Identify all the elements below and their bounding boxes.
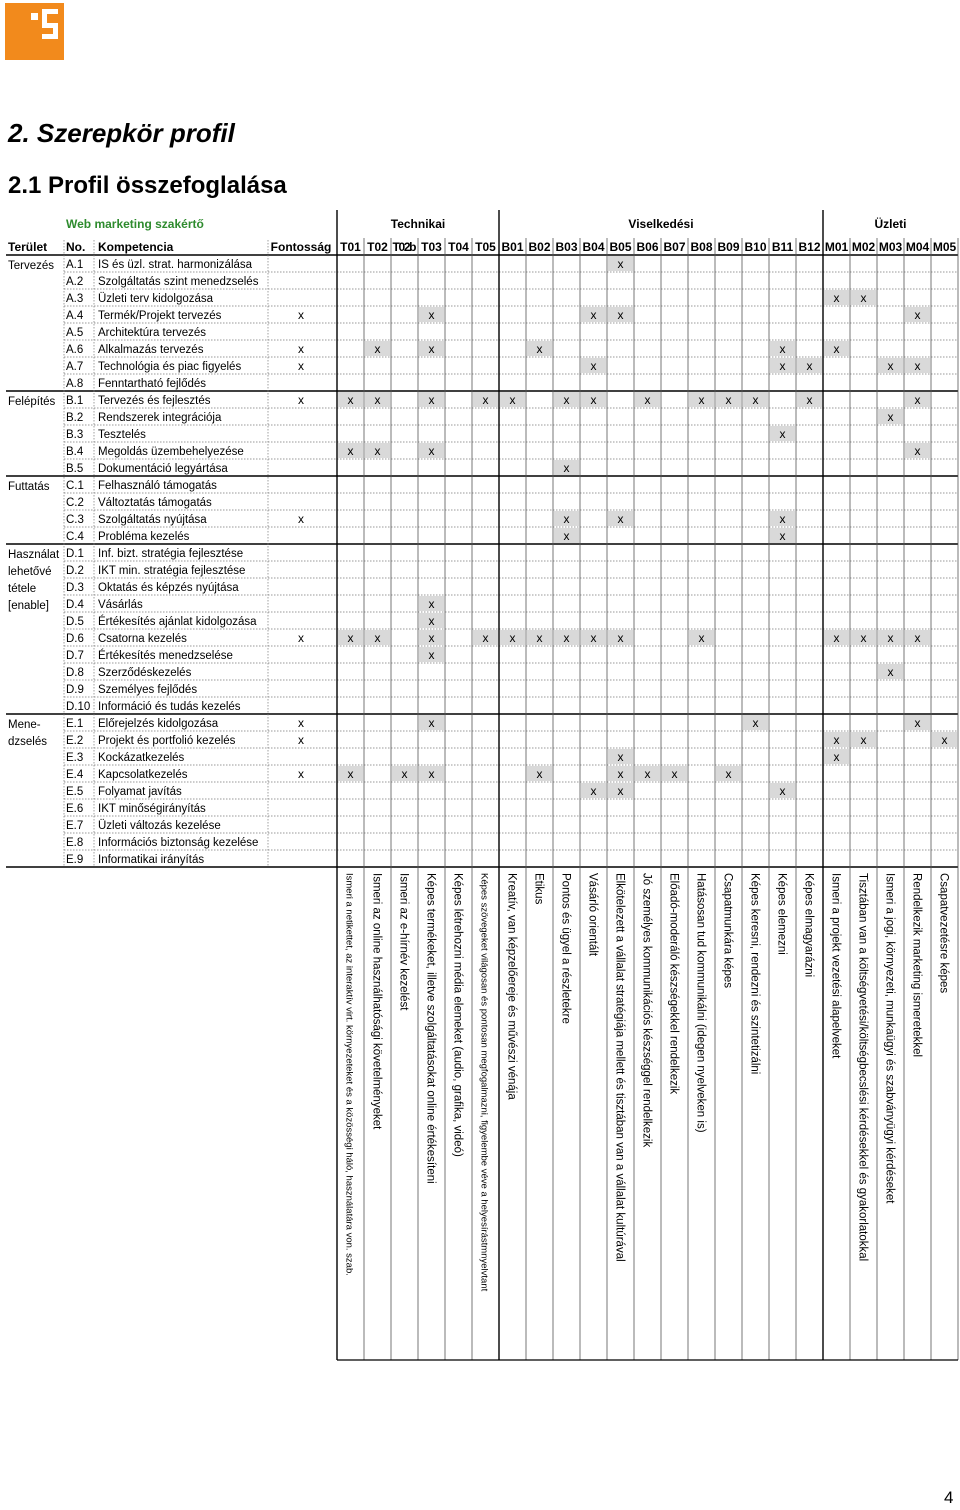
column-description-M02: Tisztában van a költségvetési/költségbecslési kérdésekkel és gyakorlatokkal <box>856 873 869 1262</box>
column-description-B02: Etikus <box>532 873 545 905</box>
mark-x: x <box>428 597 435 611</box>
header-area: Terület <box>8 240 48 254</box>
row-no: D.5 <box>66 616 84 628</box>
area-label-1-0: Felépítés <box>8 396 56 408</box>
column-description-B08: Hatásosan tud kommunikálni (idegen nyelveken is) <box>694 873 707 1133</box>
column-description-B04: Vásárló orientált <box>586 873 599 957</box>
row-no: A.3 <box>66 293 84 305</box>
area-label-2-0: Futtatás <box>8 481 50 493</box>
column-code-T04: T04 <box>448 240 469 254</box>
header-no: No. <box>66 240 86 254</box>
row-competence: Architektúra tervezés <box>98 327 207 339</box>
header-importance: Fontosság <box>270 240 332 254</box>
row-importance: x <box>298 393 304 407</box>
row-importance: x <box>298 631 304 645</box>
row-no: D.3 <box>66 582 84 594</box>
column-description-M05: Csapatvezetésre képes <box>937 873 950 994</box>
mark-x: x <box>617 767 624 781</box>
row-importance: x <box>298 512 304 526</box>
mark-x: x <box>482 631 489 645</box>
column-description-T05: Képes szövegeket világosan és pontosan megfogalmazni, figyelembe véve a helyesírástmnyelvtant <box>478 873 490 1292</box>
row-importance: x <box>298 767 304 781</box>
area-label-4-1: dzselés <box>8 736 47 748</box>
mark-x: x <box>914 308 921 322</box>
mark-x: x <box>617 512 624 526</box>
company-logo <box>5 3 64 60</box>
mark-x: x <box>428 614 435 628</box>
row-no: E.8 <box>66 837 84 849</box>
header-competence: Kompetencia <box>98 240 174 254</box>
mark-x: x <box>833 631 840 645</box>
row-competence: Folyamat javítás <box>98 786 182 798</box>
mark-x: x <box>617 308 624 322</box>
mark-x: x <box>563 631 570 645</box>
mark-x: x <box>752 393 759 407</box>
row-competence: Szerződéskezelés <box>98 667 192 679</box>
row-importance: x <box>298 716 304 730</box>
column-code-T02b: T02b <box>392 240 417 254</box>
mark-x: x <box>590 784 597 798</box>
mark-x: x <box>428 444 435 458</box>
mark-x: x <box>428 631 435 645</box>
column-code-B08: B08 <box>690 240 713 254</box>
column-description-B11: Képes elemezni <box>775 873 788 955</box>
mark-x: x <box>401 767 408 781</box>
mark-x: x <box>914 444 921 458</box>
row-no: A.8 <box>66 378 84 390</box>
mark-x: x <box>941 733 948 747</box>
mark-x: x <box>860 631 867 645</box>
row-no: C.4 <box>66 531 84 543</box>
column-description-B09: Csapatmunkára képes <box>721 873 734 989</box>
column-description-T04: Képes létrehozni média elemeket (audio, grafika, videó) <box>451 873 464 1157</box>
row-competence: Informatikai irányítás <box>98 854 205 866</box>
column-code-B10: B10 <box>744 240 767 254</box>
row-competence: IS és üzl. strat. harmonizálása <box>98 259 253 271</box>
column-code-B11: B11 <box>771 240 794 254</box>
column-code-B04: B04 <box>582 240 605 254</box>
mark-x: x <box>428 716 435 730</box>
row-competence: Rendszerek integrációja <box>98 412 222 424</box>
row-competence: Tervezés és fejlesztés <box>98 395 211 407</box>
column-code-B09: B09 <box>717 240 740 254</box>
area-label-3-0: Használat <box>8 549 60 561</box>
column-code-B05: B05 <box>609 240 632 254</box>
row-importance: x <box>298 308 304 322</box>
row-competence: Kapcsolatkezelés <box>98 769 188 781</box>
row-no: D.2 <box>66 565 84 577</box>
mark-x: x <box>374 631 381 645</box>
row-importance: x <box>298 342 304 356</box>
mark-x: x <box>347 444 354 458</box>
row-importance: x <box>298 733 304 747</box>
mark-x: x <box>914 716 921 730</box>
mark-x: x <box>617 257 624 271</box>
row-no: D.1 <box>66 548 84 560</box>
mark-x: x <box>806 393 813 407</box>
column-code-M05: M05 <box>932 240 957 254</box>
row-competence: Változtatás támogatás <box>98 497 212 509</box>
row-no: E.5 <box>66 786 84 798</box>
row-no: A.5 <box>66 327 84 339</box>
row-no: E.4 <box>66 769 84 781</box>
mark-x: x <box>617 784 624 798</box>
mark-x: x <box>779 512 786 526</box>
mark-x: x <box>671 767 678 781</box>
page-number: 4 <box>944 1488 954 1507</box>
mark-x: x <box>779 427 786 441</box>
mark-x: x <box>914 631 921 645</box>
row-competence: Értékesítés menedzselése <box>98 650 233 662</box>
mark-x: x <box>374 393 381 407</box>
group-header-0: Technikai <box>390 217 446 231</box>
area-label-3-1: lehetővé <box>8 566 52 578</box>
mark-x: x <box>725 767 732 781</box>
mark-x: x <box>779 359 786 373</box>
column-description-B10: Képes keresni, rendezni és szintetizálni <box>748 873 761 1075</box>
column-description-T02b: Ismeri az e-hírnév kezelést <box>397 873 410 1011</box>
row-competence: Értékesítés ajánlat kidolgozása <box>98 616 257 628</box>
row-competence: Termék/Projekt tervezés <box>98 310 222 322</box>
row-importance: x <box>298 359 304 373</box>
column-code-M01: M01 <box>824 240 849 254</box>
mark-x: x <box>914 359 921 373</box>
row-competence: Szolgáltatás szint menedzselés <box>98 276 259 288</box>
row-no: D.9 <box>66 684 84 696</box>
mark-x: x <box>779 342 786 356</box>
mark-x: x <box>617 750 624 764</box>
mark-x: x <box>698 631 705 645</box>
row-no: D.10 <box>66 701 91 713</box>
row-competence: Üzleti változás kezelése <box>98 820 221 832</box>
mark-x: x <box>779 784 786 798</box>
row-competence: Projekt és portfolió kezelés <box>98 735 236 747</box>
column-description-M04: Rendelkezik marketing ismeretekkel <box>910 873 923 1058</box>
row-no: E.7 <box>66 820 84 832</box>
row-competence: Csatorna kezelés <box>98 633 187 645</box>
row-competence: Oktatás és képzés nyújtása <box>98 582 239 594</box>
mark-x: x <box>887 410 894 424</box>
column-code-B03: B03 <box>555 240 578 254</box>
row-competence: Kockázatkezelés <box>98 752 185 764</box>
mark-x: x <box>860 291 867 305</box>
mark-x: x <box>347 631 354 645</box>
mark-x: x <box>752 716 759 730</box>
mark-x: x <box>833 733 840 747</box>
row-competence: Inf. bizt. stratégia fejlesztése <box>98 548 244 560</box>
column-code-T01: T01 <box>340 240 361 254</box>
mark-x: x <box>509 393 516 407</box>
mark-x: x <box>428 767 435 781</box>
row-competence: IKT min. stratégia fejlesztése <box>98 565 246 577</box>
column-description-T01: Ismeri a netikettet, az interaktív virt. környezeteket és a közösségi háló, használatára von. szab. <box>343 873 355 1276</box>
subsection-heading: 2.1 Profil összefoglalása <box>8 172 287 199</box>
area-label-4-0: Mene- <box>8 719 41 731</box>
row-no: D.4 <box>66 599 84 611</box>
row-no: B.1 <box>66 395 84 407</box>
column-description-B06: Jó személyes kommunikációs készséggel rendelkezik <box>640 873 653 1148</box>
mark-x: x <box>590 631 597 645</box>
group-header-1: Viselkedési <box>628 217 694 231</box>
column-description-T02: Ismeri az online használhatósági követelményeket <box>370 873 383 1130</box>
group-header-2: Üzleti <box>874 217 907 231</box>
row-no: C.2 <box>66 497 84 509</box>
column-description-B12: Képes elmagyarázni <box>802 873 815 978</box>
role-title: Web marketing szakértő <box>66 217 204 231</box>
row-competence: Dokumentáció legyártása <box>98 463 228 475</box>
row-competence: Fenntartható fejlődés <box>98 378 207 390</box>
mark-x: x <box>428 648 435 662</box>
column-code-B01: B01 <box>501 240 524 254</box>
row-competence: Technológia és piac figyelés <box>98 361 242 373</box>
row-no: C.3 <box>66 514 84 526</box>
column-description-B01: Kreatív, van képzelőereje és művészi vénája <box>505 873 518 1100</box>
row-no: B.3 <box>66 429 84 441</box>
column-code-T02: T02 <box>367 240 388 254</box>
row-competence: Személyes fejlődés <box>98 684 198 696</box>
mark-x: x <box>887 631 894 645</box>
mark-x: x <box>374 444 381 458</box>
mark-x: x <box>617 631 624 645</box>
mark-x: x <box>536 342 543 356</box>
area-label-3-3: [enable] <box>8 600 49 612</box>
column-description-B07: Előadó-moderáló készségekkel rendelkezik <box>667 873 680 1095</box>
row-no: C.1 <box>66 480 84 492</box>
row-competence: Felhasználó támogatás <box>98 480 217 492</box>
mark-x: x <box>887 665 894 679</box>
row-no: D.6 <box>66 633 84 645</box>
mark-x: x <box>833 750 840 764</box>
column-description-M03: Ismeri a jogi, környezeti, munkaügyi és szabványügyi kérdéseket <box>883 873 896 1204</box>
column-code-B06: B06 <box>636 240 659 254</box>
mark-x: x <box>563 529 570 543</box>
row-no: B.2 <box>66 412 84 424</box>
mark-x: x <box>374 342 381 356</box>
row-no: A.4 <box>66 310 84 322</box>
competence-matrix <box>0 200 960 1365</box>
area-label-0-0: Tervezés <box>8 260 55 272</box>
mark-x: x <box>347 393 354 407</box>
mark-x: x <box>563 512 570 526</box>
mark-x: x <box>563 393 570 407</box>
section-heading: 2. Szerepkör profil <box>8 118 235 148</box>
area-label-3-2: tétele <box>8 583 37 595</box>
row-no: A.1 <box>66 259 84 271</box>
mark-x: x <box>347 767 354 781</box>
mark-x: x <box>428 308 435 322</box>
mark-x: x <box>536 767 543 781</box>
column-code-M03: M03 <box>878 240 903 254</box>
mark-x: x <box>833 342 840 356</box>
row-no: A.7 <box>66 361 84 373</box>
row-no: D.7 <box>66 650 84 662</box>
row-competence: Probléma kezelés <box>98 531 190 543</box>
column-description-M01: Ismeri a projekt vezetési alapelveket <box>829 873 842 1059</box>
column-code-B07: B07 <box>663 240 686 254</box>
mark-x: x <box>914 393 921 407</box>
row-competence: Tesztelés <box>98 429 146 441</box>
row-no: E.2 <box>66 735 84 747</box>
row-no: D.8 <box>66 667 84 679</box>
mark-x: x <box>644 767 651 781</box>
row-competence: Vásárlás <box>98 599 143 611</box>
column-description-B03: Pontos és ügyel a részletekre <box>559 873 572 1024</box>
row-no: E.6 <box>66 803 84 815</box>
row-competence: IKT minőségirányítás <box>98 803 206 815</box>
mark-x: x <box>428 342 435 356</box>
row-competence: Előrejelzés kidolgozása <box>98 718 219 730</box>
column-code-T03: T03 <box>421 240 442 254</box>
column-code-T05: T05 <box>475 240 496 254</box>
column-code-B02: B02 <box>528 240 551 254</box>
mark-x: x <box>590 359 597 373</box>
row-no: E.1 <box>66 718 84 730</box>
mark-x: x <box>860 733 867 747</box>
mark-x: x <box>509 631 516 645</box>
row-competence: Megoldás üzembehelyezése <box>98 446 244 458</box>
mark-x: x <box>887 359 894 373</box>
column-code-M02: M02 <box>851 240 876 254</box>
mark-x: x <box>806 359 813 373</box>
mark-x: x <box>833 291 840 305</box>
row-no: A.6 <box>66 344 84 356</box>
mark-x: x <box>590 393 597 407</box>
row-competence: Információ és tudás kezelés <box>98 701 241 713</box>
column-code-B12: B12 <box>798 240 821 254</box>
row-no: E.3 <box>66 752 84 764</box>
row-no: E.9 <box>66 854 84 866</box>
row-competence: Alkalmazás tervezés <box>98 344 204 356</box>
mark-x: x <box>590 308 597 322</box>
mark-x: x <box>725 393 732 407</box>
column-description-T03: Képes termékeket, illetve szolgáltatásokat online értékesíteni <box>424 873 437 1184</box>
row-no: A.2 <box>66 276 84 288</box>
mark-x: x <box>536 631 543 645</box>
mark-x: x <box>779 529 786 543</box>
row-no: B.5 <box>66 463 84 475</box>
row-no: B.4 <box>66 446 84 458</box>
mark-x: x <box>644 393 651 407</box>
column-description-B05: Elkötelezett a vállalat stratégiája mellett és tisztában van a vállalat kultúrával <box>613 873 626 1262</box>
mark-x: x <box>698 393 705 407</box>
row-competence: Szolgáltatás nyújtása <box>98 514 207 526</box>
row-competence: Üzleti terv kidolgozása <box>98 293 214 305</box>
mark-x: x <box>428 393 435 407</box>
column-code-M04: M04 <box>905 240 930 254</box>
mark-x: x <box>482 393 489 407</box>
mark-x: x <box>563 461 570 475</box>
row-competence: Információs biztonság kezelése <box>98 837 259 849</box>
